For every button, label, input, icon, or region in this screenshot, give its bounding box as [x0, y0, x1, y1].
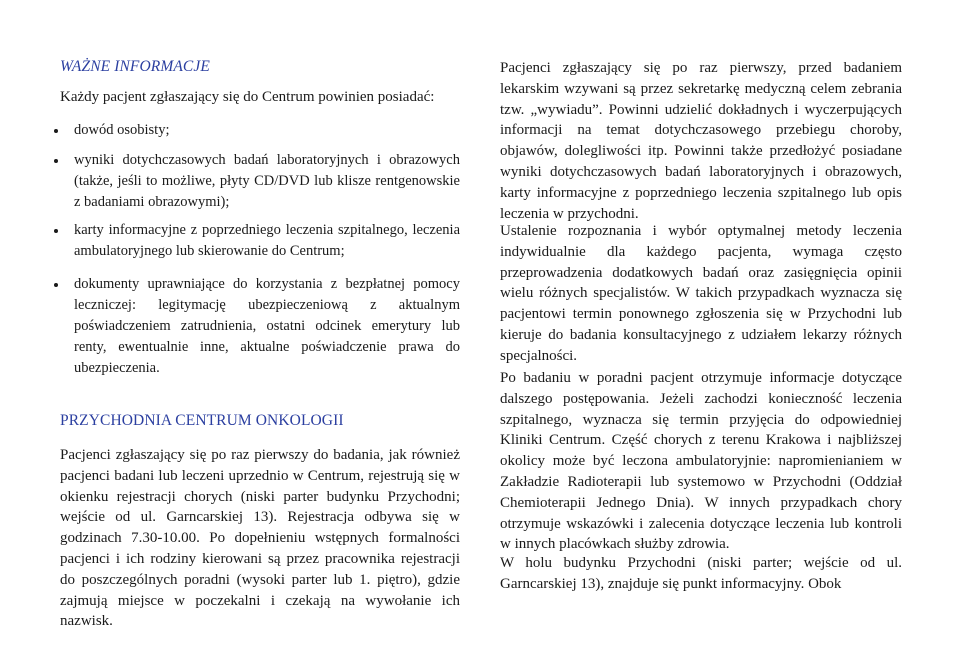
paragraph-first-visit: Pacjenci zgłaszający się po raz pierwszy, przed badaniem lekarskim wzywani są przez sekretarkę medyczną celem zebrania tzw. „wywiadu”. Powinni udzielić dokładnych i wyczerpujących informacji na temat dotychczasowego przebiegu choroby, objawów, dolegliwości itp. Powinni także przedłożyć posiadane wyniki dotychczasowych badań laboratoryjnych i obrazowych, karty informacyjne z poprzedniego leczenia szpitalnego lub opis leczenia w przychodni. — [500, 60, 902, 222]
bullet-icon — [54, 283, 58, 287]
bullet-icon — [54, 129, 58, 133]
list-item: dowód osobisty; — [60, 120, 460, 141]
intro-text: Każdy pacjent zgłaszający się do Centrum powinien posiadać: — [60, 89, 435, 105]
important-info-heading: WAŻNE INFORMACJE — [60, 58, 210, 75]
paragraph-hall: W holu budynku Przychodni (niski parter; wejście od ul. Garncarskiej 13), znajduje się punkt informacyjny. Obok — [500, 555, 902, 592]
clinic-paragraph: Pacjenci zgłaszający się po raz pierwszy do badania, jak również pacjenci badani lub leczeni uprzednio w Centrum, rejestrują się w okienku rejestracji chorych (niski parter budynku Przychodni; wejście od ul. Garncarskiej 13). Rejestracja odbywa się w godzinach 7.30-10.00. Po dopełnieniu wstępnych formalności pacjenci i ich rodziny kierowani są przez pracownika rejestracji do poszczególnych poradni (wysoki parter lub 1. piętro), gdzie zajmują miejsce w poczekalni i czekają na wywołanie ich nazwisk. — [60, 447, 460, 630]
clinic-heading: PRZYCHODNIA CENTRUM ONKOLOGII — [60, 412, 344, 429]
bullet-icon — [54, 159, 58, 163]
bullet-icon — [54, 229, 58, 233]
list-item: karty informacyjne z poprzedniego leczenia szpitalnego, leczenia ambulatoryjnego lub skierowanie do Centrum; — [60, 220, 460, 262]
paragraph-after-exam: Po badaniu w poradni pacjent otrzymuje informacje dotyczące dalszego postępowania. Jeżeli zachodzi konieczność leczenia szpitalnego, wyznacza się termin przyjęcia do odpowiedniej Kliniki Centrum. Część chorych z terenu Krakowa i najbliższej okolicy może być leczona ambulatoryjnie: napromienianiem w Zakładzie Radioterapii lub systemowo w Przychodni (Oddział Chemioterapii Jednego Dnia). W innych przypadkach chory otrzymuje wskazówki i zalecenia dotyczące leczenia lub kontroli w innych placówkach służby zdrowia. — [500, 370, 902, 553]
list-item: dokumenty uprawniające do korzystania z bezpłatnej pomocy leczniczej: legitymację ubezpieczeniową z aktualnym poświadczeniem zatrudnienia, ostatni odcinek emerytury lub renty, ewentualnie inne, aktualne poświadczenie prawa do ubezpieczenia. — [60, 274, 460, 379]
paragraph-diagnosis: Ustalenie rozpoznania i wybór optymalnej metody leczenia indywidualnie dla każdego pacjenta, wymaga często przeprowadzenia dodatkowych badań oraz zasięgnięcia opinii wielu różnych specjalistów. W takich przypadkach wyznacza się pacjentowi termin ponownego zgłoszenia się w Przychodni lub kieruje do badania konsultacyjnego z udziałem lekarzy różnych specjalności. — [500, 223, 902, 364]
list-item: wyniki dotychczasowych badań laboratoryjnych i obrazowych (także, jeśli to możliwe, płyty CD/DVD lub klisze rentgenowskie z badaniami obrazowymi); — [60, 150, 460, 213]
